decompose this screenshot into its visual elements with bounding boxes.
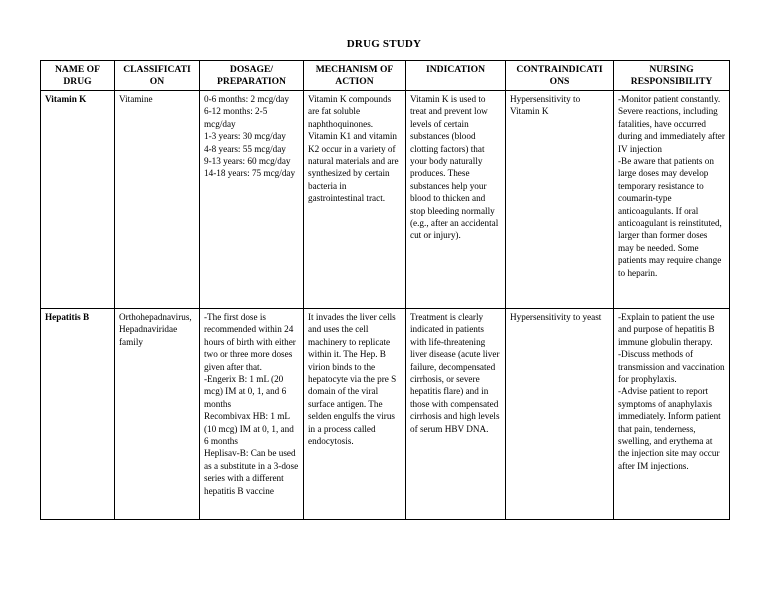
- classification-cell: Vitamine: [115, 91, 200, 309]
- header-name-of-drug: NAME OF DRUG: [41, 61, 115, 91]
- contraindications-cell: Hypersensitivity to yeast: [506, 309, 614, 520]
- nursing-cell: [614, 309, 730, 520]
- dosage-line: Heplisav-B: Can be used as a substitute in a 3-dose series with a different hepatitis B vaccine: [204, 448, 299, 496]
- nursing-line: -Monitor patient constantly. Severe reactions, including fatalities, have occurred during and immediately after IV injection: [618, 94, 725, 154]
- dosage-line: 14-18 years: 75 mcg/day: [204, 168, 296, 179]
- mechanism-cell: Vitamin K compounds are fat soluble naphthoquinones. Vitamin K1 and vitamin K2 occur in a variety of natural materials and are synthesized by certain bacteria in gastrointestinal tract.: [304, 91, 406, 309]
- header-row: [41, 61, 730, 91]
- nursing-line: -Be aware that patients on large doses may develop temporary resistance to coumarin-type anticoagulants. If oral anticoagulant is reinstituted, larger than former doses may be needed. Some patients may require change to heparin.: [618, 156, 722, 278]
- nursing-line: -Advise patient to report symptoms of anaphylaxis immediately. Inform patient that pain, tenderness, swelling, and erythema at the injection site may occur after IM injections.: [618, 386, 721, 471]
- dosage-line: -The first dose is recommended within 24 hours of birth with either two or three more doses given after that.: [204, 312, 296, 372]
- header-indication: INDICATION: [406, 61, 506, 91]
- dosage-line: 4-8 years: 55 mcg/day: [204, 143, 286, 154]
- dosage-line: 6-12 months: 2-5 mcg/day: [204, 106, 268, 129]
- drug-name: Vitamin K: [41, 91, 115, 309]
- classification-cell: Orthohepadnavirus, Hepadnaviridae family: [115, 309, 200, 520]
- document-title: DRUG STUDY: [346, 38, 422, 50]
- dosage-line: -Engerix B: 1 mL (20 mcg) IM at 0, 1, and 6 months: [204, 374, 287, 409]
- contraindications-cell: Hypersensitivity to Vitamin K: [506, 91, 614, 309]
- header-nursing-responsibility: NURSING RESPONSIBILITY: [614, 61, 730, 91]
- table-row-hepatitis-b: [41, 309, 730, 520]
- nursing-cell: [614, 91, 730, 309]
- indication-cell: Treatment is clearly indicated in patients with life-threatening liver disease (acute liver failure, decompensated cirrhosis, or severe hepatitis flare) and in those with compensated cirrhosis and high levels of serum HBV DNA.: [406, 309, 506, 520]
- header-classification: CLASSIFICATI ON: [115, 61, 200, 91]
- mechanism-cell: It invades the liver cells and uses the cell machinery to replicate within it. The Hep. B virion binds to the hepatocyte via the pre S domain of the viral surface antigen. The selden engulfs the virus in a process called endocytosis.: [304, 309, 406, 520]
- nursing-line: -Explain to patient the use and purpose of hepatitis B immune globulin therapy.: [618, 312, 715, 347]
- table-row-vitamin-k: [41, 91, 730, 309]
- dosage-line: 9-13 years: 60 mcg/day: [204, 156, 291, 167]
- dosage-line: 1-3 years: 30 mcg/day: [204, 131, 286, 142]
- dosage-cell: [200, 91, 304, 309]
- header-mechanism-of-action: MECHANISM OF ACTION: [304, 61, 406, 91]
- drug-study-table: [40, 60, 730, 520]
- drug-name: Hepatitis B: [41, 309, 115, 520]
- dosage-line: 0-6 months: 2 mcg/day: [204, 94, 289, 104]
- header-contraindications: CONTRAINDICATI ONS: [506, 61, 614, 91]
- nursing-line: -Discuss methods of transmission and vaccination for prophylaxis.: [618, 349, 725, 385]
- dosage-cell: [200, 309, 304, 520]
- indication-cell: Vitamin K is used to treat and prevent low levels of certain substances (blood clotting factors) that your body naturally produces. These substances help your blood to thicken and stop bleeding normally (e.g., after an accidental cut or injury).: [406, 91, 506, 309]
- dosage-line: Recombivax HB: 1 mL (10 mcg) IM at 0, 1, and 6 months: [204, 411, 294, 447]
- header-dosage-preparation: DOSAGE/ PREPARATION: [200, 61, 304, 91]
